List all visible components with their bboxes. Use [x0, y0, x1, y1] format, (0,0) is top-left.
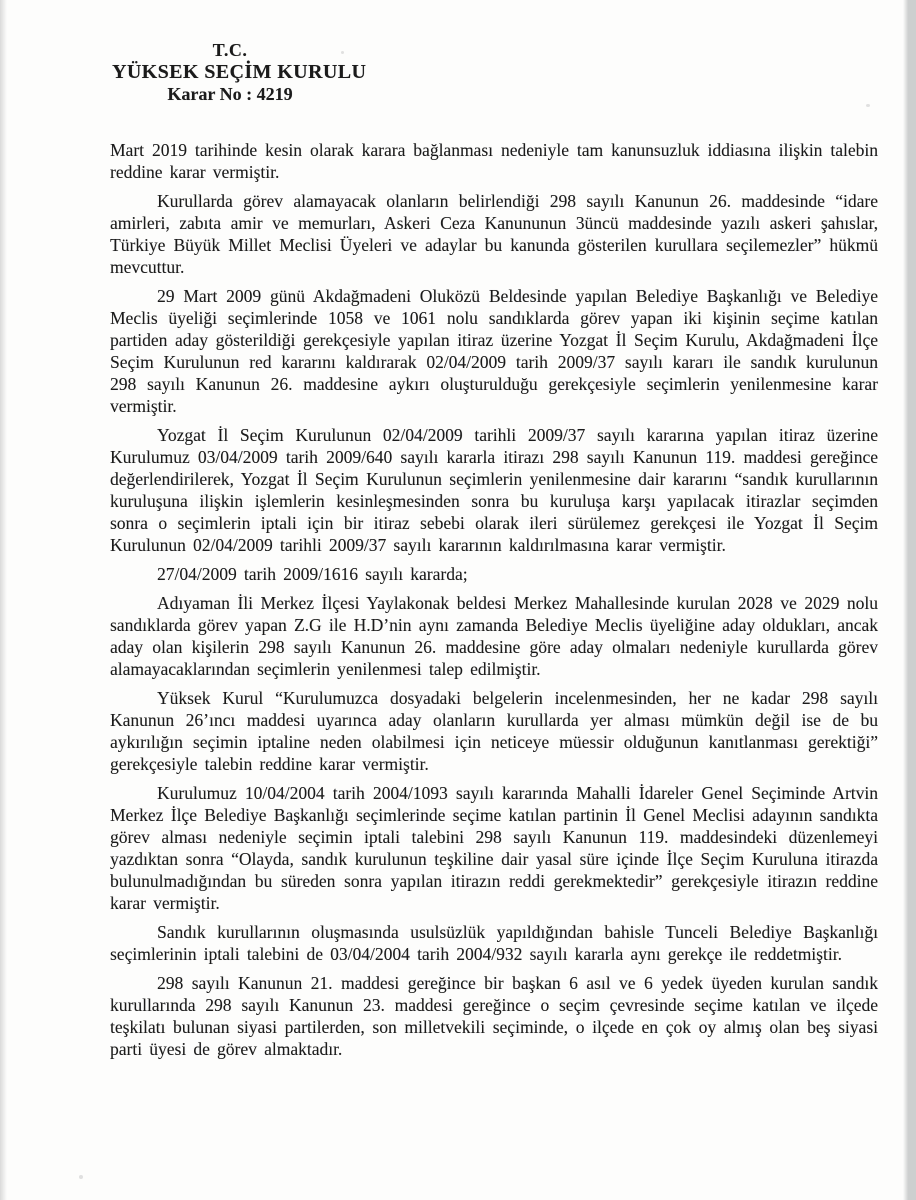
paragraph: 298 sayılı Kanunun 21. maddesi gereğince bir başkan 6 asıl ve 6 yedek üyeden kurulan sandık kurullarında 298 sayılı Kanunun 23. maddesi gereğince o seçim çevresinde seçime katılan ve ilçede teşkilatı bulunan siyasi partilerden, son milletvekili seçiminde, o ilçede en çok oy almış olan beş siyasi parti üyesi de görev almaktadır. [110, 973, 878, 1059]
institution-name: YÜKSEK SEÇİM KURULU [112, 61, 367, 83]
paragraph: Kurullarda görev alamayacak olanların belirlendiği 298 sayılı Kanunun 26. maddesinde “idare amirleri, zabıta amir ve memurları, Askeri Ceza Kanununun 3üncü maddesinde yazılı askeri şahıslar, Türkiye Büyük Millet Meclisi Üyeleri ve adaylar bu kanunda gösterilen kurullara seçilemezler” hükmü mevcuttur. [110, 191, 878, 277]
republic-abbreviation: T.C. [212, 40, 248, 60]
document-header [112, 39, 367, 105]
scan-edge-left [0, 0, 7, 1200]
scan-speck [866, 104, 870, 107]
scan-speck [79, 1175, 83, 1179]
paragraph: Adıyaman İli Merkez İlçesi Yaylakonak beldesi Merkez Mahallesinde kurulan 2028 ve 2029 nolu sandıklarda görev yapan Z.G ile H.D’nin aynı zamanda Belediye Meclis üyeliğine aday oldukları, ancak aday olan kişilerin 298 sayılı Kanunun 26. maddesine göre aday olmaları nedeniyle kurullarda görev alamayacaklarından seçimlerin yenilenmesi talep edilmiştir. [110, 593, 878, 679]
scan-speck [341, 51, 344, 54]
paragraph: Mart 2019 tarihinde kesin olarak karara bağlanması nedeniyle tam kanunsuzluk iddiasına ilişkin talebin reddine karar vermiştir. [110, 140, 878, 182]
decision-number: Karar No : 4219 [167, 84, 293, 104]
document-body [110, 139, 878, 1067]
paragraph: 27/04/2009 tarih 2009/1616 sayılı kararda; [157, 564, 468, 584]
paragraph: Yozgat İl Seçim Kurulunun 02/04/2009 tarihli 2009/37 sayılı kararına yapılan itiraz üzerine Kurulumuz 03/04/2009 tarih 2009/640 sayılı kararla itirazı 298 sayılı Kanunun 119. maddesi gereğince değerlendirilerek, Yozgat İl Seçim Kurulunun seçimlerin yenilenmesine dair kararını “sandık kurullarının kuruluşuna ilişkin işlemlerin kesinleşmesinden sonra bu kuruluşa karşı yapılacak itirazlar seçimden sonra o seçimlerin iptali için bir itiraz sebebi olarak ileri sürülemez gerekçesi ile Yozgat İl Seçim Kurulunun 02/04/2009 tarihli 2009/37 sayılı kararının kaldırılmasına karar vermiştir. [110, 425, 878, 555]
paragraph: Yüksek Kurul “Kurulumuzca dosyadaki belgelerin incelenmesinden, her ne kadar 298 sayılı Kanunun 26’ıncı maddesi uyarınca aday olanların kurullarda yer alması mümkün değil ise de bu aykırılığın seçimin iptaline neden olabilmesi için neticeye müessir olduğunun kanıtlanması gerektiği” gerekçesiyle talebin reddine karar vermiştir. [110, 688, 878, 774]
paragraph: 29 Mart 2009 günü Akdağmadeni Oluközü Beldesinde yapılan Belediye Başkanlığı ve Belediye Meclis üyeliği seçimlerinde 1058 ve 1061 nolu sandıklarda görev yapan iki kişinin seçime katılan partiden aday gösterildiği gerekçesiyle yapılan itiraz üzerine Yozgat İl Seçim Kurulu, Akdağmadeni İlçe Seçim Kurulunun red kararını kaldırarak 02/04/2009 tarih 2009/37 sayılı kararı ile sandık kurulunun 298 sayılı Kanunun 26. maddesine aykırı oluşturulduğu gerekçesiyle seçimlerin yenilenmesine karar vermiştir. [110, 286, 878, 416]
paragraph: Sandık kurullarının oluşmasında usulsüzlük yapıldığından bahisle Tunceli Belediye Başkanlığı seçimlerinin iptali talebini de 03/04/2004 tarih 2004/932 sayılı kararla aynı gerekçe ile reddetmiştir. [110, 922, 878, 964]
paragraph: Kurulumuz 10/04/2004 tarih 2004/1093 sayılı kararında Mahalli İdareler Genel Seçiminde Artvin Merkez İlçe Belediye Başkanlığı seçimlerinde seçime katılan partinin İl Genel Meclisi adayının sandıkta görev alması nedeniyle seçimin iptali talebini 298 sayılı Kanunun 119. maddesindeki düzenlemeyi yazdıktan sonra “Olayda, sandık kurulunun teşkiline dair yasal süre içinde İlçe Seçim Kuruluna itirazda bulunulmadığından bu süreden sonra yapılan itirazın reddi gerekmektedir” gerekçesiyle itirazın reddine karar vermiştir. [110, 783, 878, 913]
scan-edge-right [903, 0, 916, 1200]
